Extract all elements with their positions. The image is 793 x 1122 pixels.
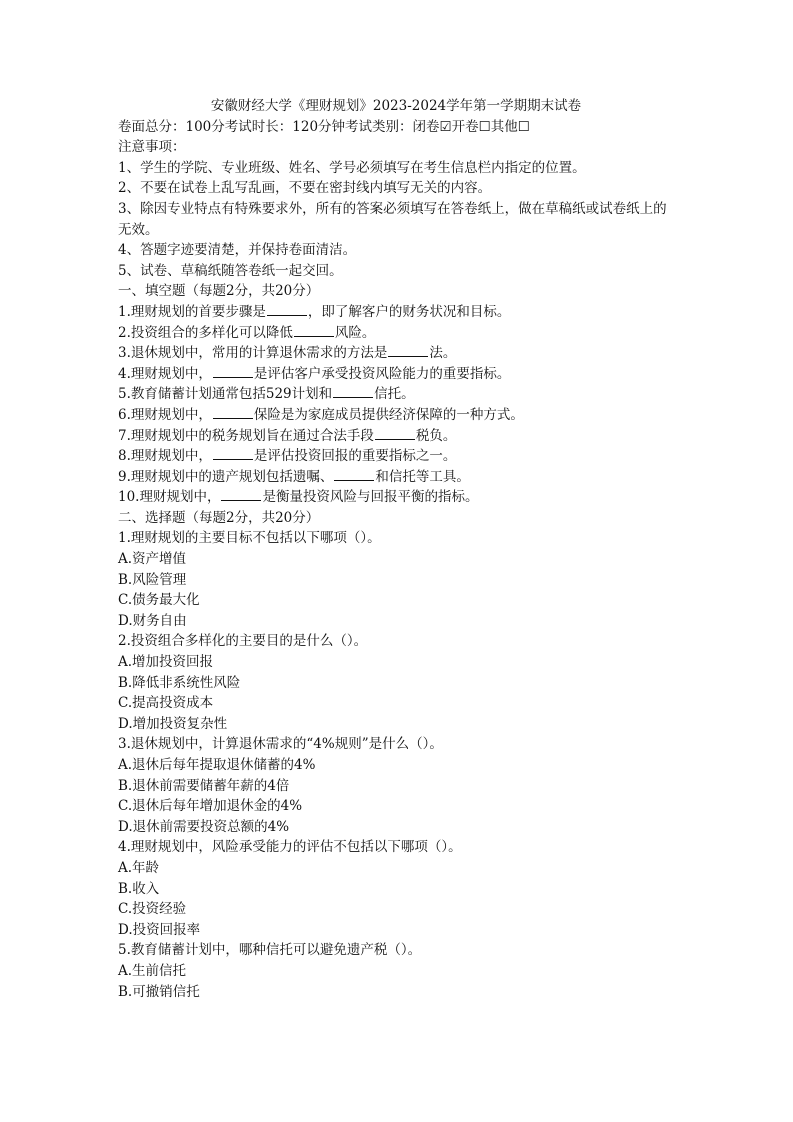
fill-question: 9.理财规划中的遗产规划包括遗嘱、 和信托等工具。 (118, 468, 470, 485)
choice-option: A.资产增值 (118, 551, 187, 568)
answer-blank (213, 366, 253, 378)
choice-option: D.财务自由 (118, 612, 187, 629)
notice-item: 2、不要在试卷上乱写乱画，不要在密封线内填写无关的内容。 (118, 180, 492, 197)
choice-option: C.投资经验 (118, 901, 187, 918)
choice-option: A.增加投资回报 (118, 654, 214, 671)
exam-title: 安徽财经大学《理财规划》2023-2024学年第一学期期末试卷 (210, 98, 582, 114)
fill-question: 3.退休规划中，常用的计算退休需求的方法是 法。 (118, 345, 457, 362)
choice-option: A.生前信托 (118, 962, 187, 979)
choice-option: B.风险管理 (118, 571, 187, 588)
exam-meta: 卷面总分：100分考试时长：120分钟考试类别：闭卷☑开卷☐其他☐ (118, 118, 530, 135)
choice-question-stem: 5.教育储蓄计划中，哪种信托可以避免遗产税（）。 (118, 942, 422, 959)
choice-question-stem: 2.投资组合多样化的主要目的是什么（）。 (118, 633, 368, 650)
choice-question-stem: 1.理财规划的主要目标不包括以下哪项（）。 (118, 530, 381, 547)
notice-heading: 注意事项： (118, 139, 186, 156)
choice-option: C.提高投资成本 (118, 695, 214, 712)
exam-page (118, 96, 678, 1002)
fill-question: 4.理财规划中， 是评估客户承受投资风险能力的重要指标。 (118, 365, 511, 382)
choice-option: B.退休前需要储蓄年薪的4倍 (118, 777, 290, 794)
fill-question: 2.投资组合的多样化可以降低 风险。 (118, 324, 376, 341)
choice-option: A.年龄 (118, 859, 160, 876)
answer-blank (388, 345, 428, 357)
answer-blank (375, 428, 415, 440)
answer-blank (213, 407, 253, 419)
fill-question: 1.理财规划的首要步骤是 ，即了解客户的财务状况和目标。 (118, 303, 511, 320)
choice-option: A.退休后每年提取退休储蓄的4% (118, 757, 316, 773)
notice-item: 3、除因专业特点有特殊要求外，所有的答案必须填写在答卷纸上，做在草稿纸或试卷纸上的无效。 (118, 200, 667, 238)
answer-blank (334, 469, 374, 481)
choice-option: C.债务最大化 (118, 592, 200, 609)
fill-question: 10.理财规划中， 是衡量投资风险与回报平衡的指标。 (118, 489, 479, 506)
fill-question: 8.理财规划中， 是评估投资回报的重要指标之一。 (118, 448, 457, 465)
answer-blank (333, 386, 373, 398)
answer-blank (213, 448, 253, 460)
choice-option: B.收入 (118, 880, 160, 897)
answer-blank (267, 304, 307, 316)
choice-question-stem: 3.退休规划中，计算退休需求的“4%规则”是什么（）。 (118, 736, 443, 753)
notice-item: 4、答题字迹要清楚，并保持卷面清洁。 (118, 242, 357, 259)
section-heading: 二、选择题（每题2分，共20分） (118, 509, 320, 526)
fill-question: 6.理财规划中， 保险是为家庭成员提供经济保障的一种方式。 (118, 406, 524, 423)
notice-item: 5、试卷、草稿纸随答卷纸一起交回。 (118, 262, 343, 279)
choice-option: B.降低非系统性风险 (118, 674, 241, 691)
choice-option: D.退休前需要投资总额的4% (118, 818, 290, 835)
fill-question: 5.教育储蓄计划通常包括529计划和 信托。 (118, 386, 415, 403)
answer-blank (294, 325, 334, 337)
choice-question-stem: 4.理财规划中，风险承受能力的评估不包括以下哪项（）。 (118, 839, 462, 856)
answer-blank (221, 489, 261, 501)
choice-option: C.退休后每年增加退休金的4% (118, 798, 303, 815)
section-heading: 一、填空题（每题2分，共20分） (118, 283, 320, 300)
choice-option: B.可撤销信托 (118, 983, 200, 1000)
choice-option: D.投资回报率 (118, 921, 201, 938)
notice-item: 1、学生的学院、专业班级、姓名、学号必须填写在考生信息栏内指定的位置。 (118, 159, 586, 176)
choice-option: D.增加投资复杂性 (118, 715, 228, 732)
fill-question: 7.理财规划中的税务规划旨在通过合法手段 税负。 (118, 427, 457, 444)
